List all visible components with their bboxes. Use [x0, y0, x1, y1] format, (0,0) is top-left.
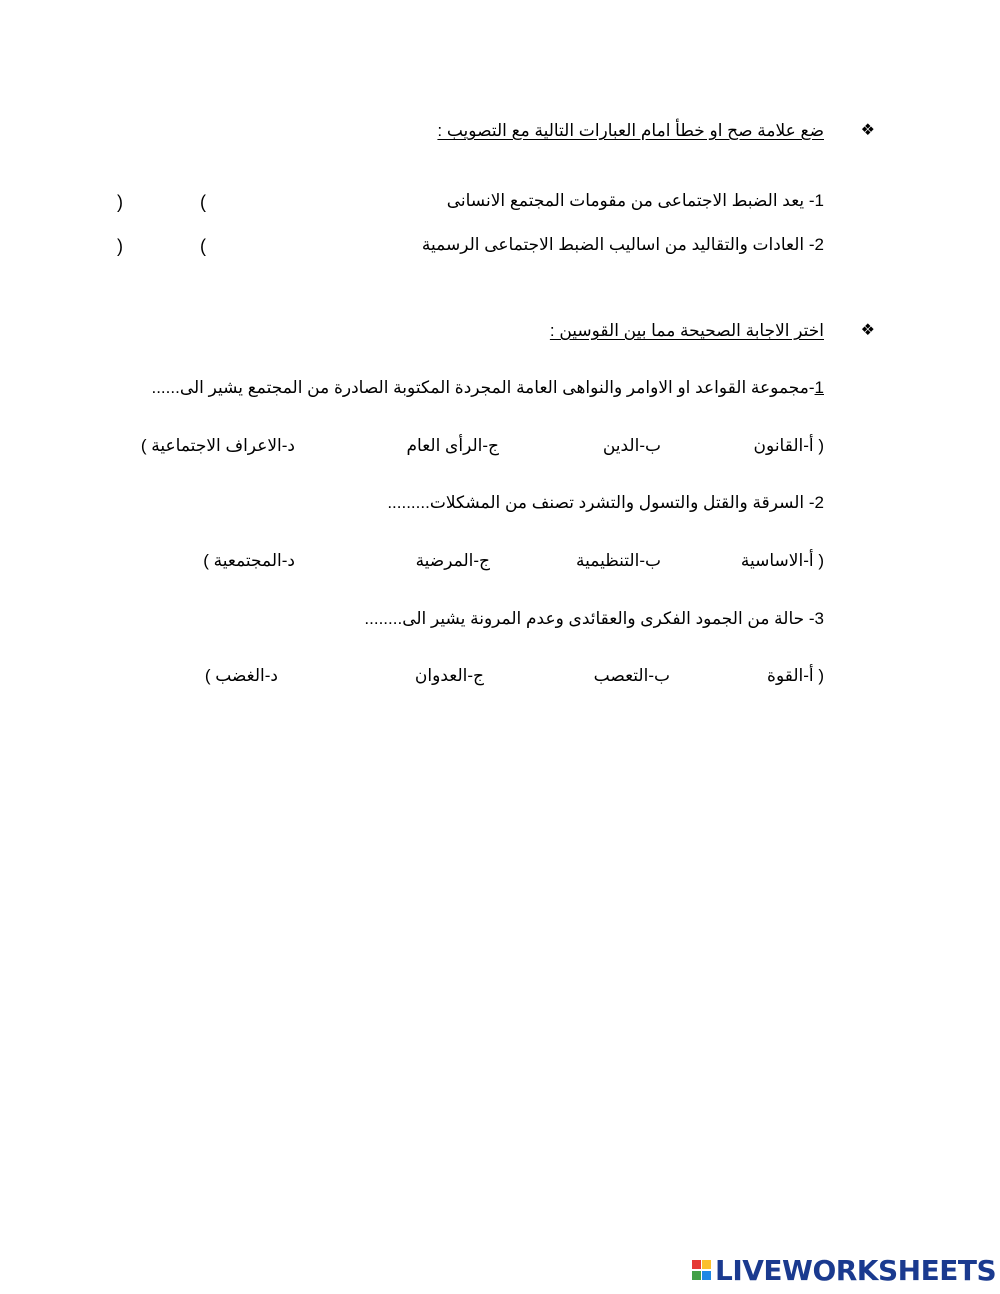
- mcq-3-option-d[interactable]: د-الغضب ): [204, 666, 278, 685]
- section1-bullet-icon: ❖: [860, 120, 875, 139]
- answer-open-paren-1: (: [200, 192, 206, 212]
- answer-open-paren-2: (: [200, 236, 206, 256]
- answer-blank-1[interactable]: [132, 192, 196, 214]
- liveworksheets-logo-icon: [692, 1260, 712, 1282]
- mcq-1-option-c[interactable]: ج-الرأى العام: [406, 436, 499, 455]
- mcq-2-option-c[interactable]: ج-المرضية: [415, 551, 490, 570]
- section2-bullet-icon: ❖: [860, 320, 875, 339]
- true-false-statement-1: 1- يعد الضبط الاجتماعى من مقومات المجتمع الانسانى: [446, 191, 824, 210]
- mcq-question-1: [151, 378, 824, 398]
- answer-close-paren-2: ): [117, 236, 123, 256]
- mcq-1-option-a[interactable]: ( أ-القانون: [753, 436, 824, 455]
- answer-close-paren-1: ): [117, 192, 123, 212]
- section2-heading: اختر الاجابة الصحيحة مما بين القوسين :: [549, 321, 824, 340]
- liveworksheets-logo[interactable]: [692, 1254, 996, 1287]
- mcq-question-2: 2- السرقة والقتل والتسول والتشرد تصنف من المشكلات.........: [387, 493, 824, 512]
- true-false-statement-2: 2- العادات والتقاليد من اساليب الضبط الاجتماعى الرسمية: [421, 235, 824, 254]
- section1-heading: ضع علامة صح او خطأ امام العبارات التالية مع التصويب :: [437, 121, 824, 140]
- mcq-3-option-b[interactable]: ب-التعصب: [593, 666, 670, 685]
- mcq-3-option-c[interactable]: ج-العدوان: [414, 666, 484, 685]
- answer-blank-2[interactable]: [132, 236, 196, 258]
- mcq-1-option-b[interactable]: ب-الدين: [602, 436, 661, 455]
- mcq-3-option-a[interactable]: ( أ-القوة: [767, 666, 824, 685]
- mcq-2-option-b[interactable]: ب-التنظيمية: [576, 551, 661, 570]
- mcq-question-1-number: 1: [814, 378, 824, 397]
- mcq-question-3: 3- حالة من الجمود الفكرى والعقائدى وعدم المرونة يشير الى........: [364, 609, 824, 628]
- mcq-question-1-text: -مجموعة القواعد او الاوامر والنواهى العامة المجردة المكتوبة الصادرة من المجتمع يشير الى......: [151, 378, 815, 397]
- mcq-2-option-a[interactable]: ( أ-الاساسية: [740, 551, 824, 570]
- mcq-1-option-d[interactable]: د-الاعراف الاجتماعية ): [140, 436, 295, 455]
- mcq-2-option-d[interactable]: د-المجتمعية ): [203, 551, 295, 570]
- liveworksheets-brand: LIVEWORKSHEETS: [715, 1254, 997, 1287]
